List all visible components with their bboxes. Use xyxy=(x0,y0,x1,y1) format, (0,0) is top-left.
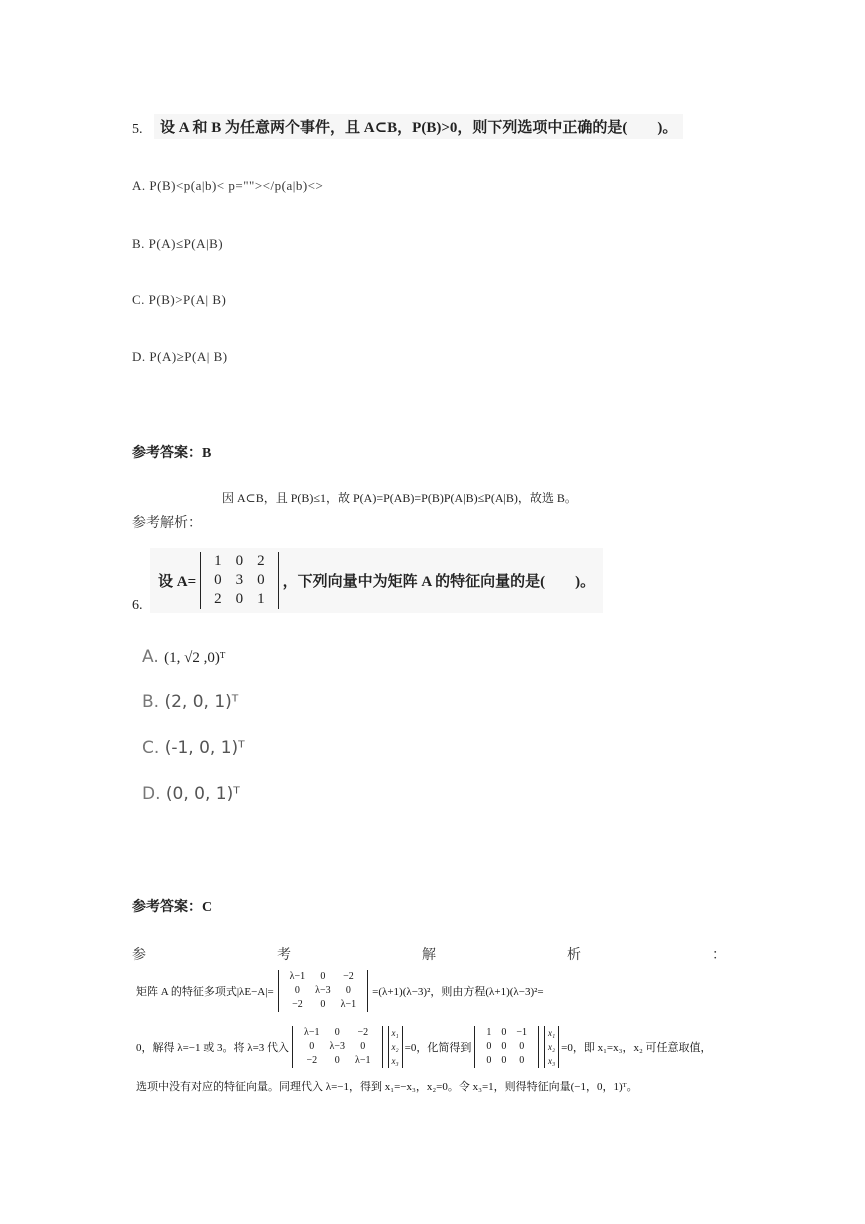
vector-cell: x₃ xyxy=(548,1056,556,1066)
matrix-cell: λ−3 xyxy=(329,1041,346,1052)
exp-line1-prefix: 矩阵 A 的特征多项式|λE−A|= xyxy=(136,986,274,998)
matrix-cell: 0 xyxy=(320,999,326,1010)
q6-stem xyxy=(150,548,603,613)
explanation-char: 解 xyxy=(422,948,436,963)
option-label: A. xyxy=(142,647,159,667)
q6-option-d xyxy=(142,784,240,804)
matrix-cell: 0 xyxy=(501,1041,507,1052)
matrix-cell: λ−1 xyxy=(289,971,306,982)
exp-vector-x-1 xyxy=(388,1026,403,1068)
q6-matrix xyxy=(200,552,279,609)
q6-option-a xyxy=(142,647,225,667)
option-value: (1, √2 ,0)ᵀ xyxy=(164,650,226,666)
matrix-cell: λ−1 xyxy=(304,1027,320,1038)
vector-cell: x₁ xyxy=(548,1028,556,1038)
matrix-cell: 1 xyxy=(486,1027,492,1038)
q6-stem-suffix: ，下列向量中为矩阵 A 的特征向量的是( )。 xyxy=(282,574,596,590)
matrix-cell: λ−1 xyxy=(355,1055,371,1066)
exp-line2-suffix: =0，即 x₁=x₃，x₂ 可任意取值， xyxy=(561,1042,712,1054)
matrix-cell: 3 xyxy=(235,572,244,588)
vector-cell: x₂ xyxy=(548,1042,556,1052)
q6-option-c xyxy=(142,738,245,758)
matrix-cell: 0 xyxy=(294,985,300,996)
vector-cell: x₃ xyxy=(391,1056,399,1066)
matrix-cell: −2 xyxy=(306,1055,318,1066)
matrix-cell: −2 xyxy=(292,999,303,1010)
matrix-cell: 0 xyxy=(235,591,244,607)
q6-exp-line2 xyxy=(136,1026,712,1068)
matrix-cell: 0 xyxy=(519,1055,525,1066)
q6-explanation-label xyxy=(132,944,726,964)
matrix-cell: −2 xyxy=(357,1027,369,1038)
exp-line2-prefix: 0，解得 λ=−1 或 3。将 λ=3 代入 xyxy=(136,1042,290,1054)
q6-stem-prefix: 设 A= xyxy=(158,574,197,590)
matrix-cell: 0 xyxy=(334,1027,340,1038)
q6-exp-line3: 选项中没有对应的特征向量。同理代入 λ=−1，得到 x₁=−x₃，x₂=0。令 x₃=1，则得特征向量(−1，0，1)ᵀ。 xyxy=(136,1081,638,1093)
matrix-cell: −1 xyxy=(516,1027,528,1038)
matrix-cell: 2 xyxy=(257,553,265,569)
matrix-cell: 0 xyxy=(257,572,265,588)
vector-cell: x₂ xyxy=(391,1042,399,1052)
matrix-cell: 1 xyxy=(257,591,265,607)
explanation-char: 析 xyxy=(567,948,581,963)
q6-answer: 参考答案：C xyxy=(132,900,213,915)
matrix-cell: 1 xyxy=(214,553,222,569)
exp-line1-suffix: =(λ+1)(λ−3)²，则由方程(λ+1)(λ−3)²= xyxy=(372,986,544,998)
matrix-cell: 0 xyxy=(501,1055,507,1066)
q5-option-d: D. P(A)≥P(A| B) xyxy=(132,349,228,364)
matrix-cell: 0 xyxy=(360,1041,366,1052)
matrix-cell: −2 xyxy=(343,971,354,982)
matrix-cell: 0 xyxy=(519,1041,525,1052)
option-value: (0, 0, 1)ᵀ xyxy=(165,784,240,804)
exp-matrix-3 xyxy=(474,1026,539,1068)
matrix-cell: λ−1 xyxy=(340,999,357,1010)
matrix-cell: 0 xyxy=(309,1041,315,1052)
vector-cell: x₁ xyxy=(391,1028,399,1038)
matrix-cell: 0 xyxy=(334,1055,340,1066)
exp-vector-x-2 xyxy=(544,1026,559,1068)
explanation-char: 参 xyxy=(132,948,146,963)
exp-matrix-1 xyxy=(278,970,369,1012)
exp-matrix-2 xyxy=(292,1026,383,1068)
q5-explanation-text: 因 A⊂B，且 P(B)≤1，故 P(A)=P(AB)=P(B)P(A|B)≤P(A|B)，故选 B。 xyxy=(222,491,577,505)
matrix-cell: 0 xyxy=(486,1055,492,1066)
q5-option-b: B. P(A)≤P(A|B) xyxy=(132,236,224,251)
q5-number: 5. xyxy=(132,122,143,137)
q5-option-c: C. P(B)>P(A| B) xyxy=(132,292,227,307)
q5-explanation-label: 参考解析： xyxy=(132,516,202,531)
option-value: (2, 0, 1)ᵀ xyxy=(164,692,239,712)
option-label: B. xyxy=(142,692,160,712)
explanation-char: 考 xyxy=(277,948,291,963)
option-label: C. xyxy=(142,738,160,758)
q6-number: 6. xyxy=(132,598,143,613)
matrix-cell: 0 xyxy=(486,1041,492,1052)
q6-option-b xyxy=(142,692,238,712)
matrix-cell: 2 xyxy=(214,591,222,607)
q5-answer: 参考答案：B xyxy=(132,446,212,461)
option-label: D. xyxy=(142,784,161,804)
q5-option-a: A. P(B)<p(a|b)< p=""></p(a|b)<> xyxy=(132,178,324,193)
q5-stem: 设 A 和 B 为任意两个事件，且 A⊂B，P(B)>0，则下列选项中正确的是( )。 xyxy=(154,114,683,139)
option-value: (-1, 0, 1)ᵀ xyxy=(164,738,245,758)
exp-line2-mid: =0，化简得到 xyxy=(404,1042,472,1054)
explanation-char: ： xyxy=(712,948,726,963)
matrix-cell: 0 xyxy=(214,572,222,588)
matrix-cell: 0 xyxy=(501,1027,507,1038)
matrix-cell: λ−3 xyxy=(315,985,331,996)
matrix-cell: 0 xyxy=(345,985,351,996)
matrix-cell: 0 xyxy=(320,971,326,982)
q6-exp-line1 xyxy=(136,970,544,1012)
matrix-cell: 0 xyxy=(235,553,244,569)
